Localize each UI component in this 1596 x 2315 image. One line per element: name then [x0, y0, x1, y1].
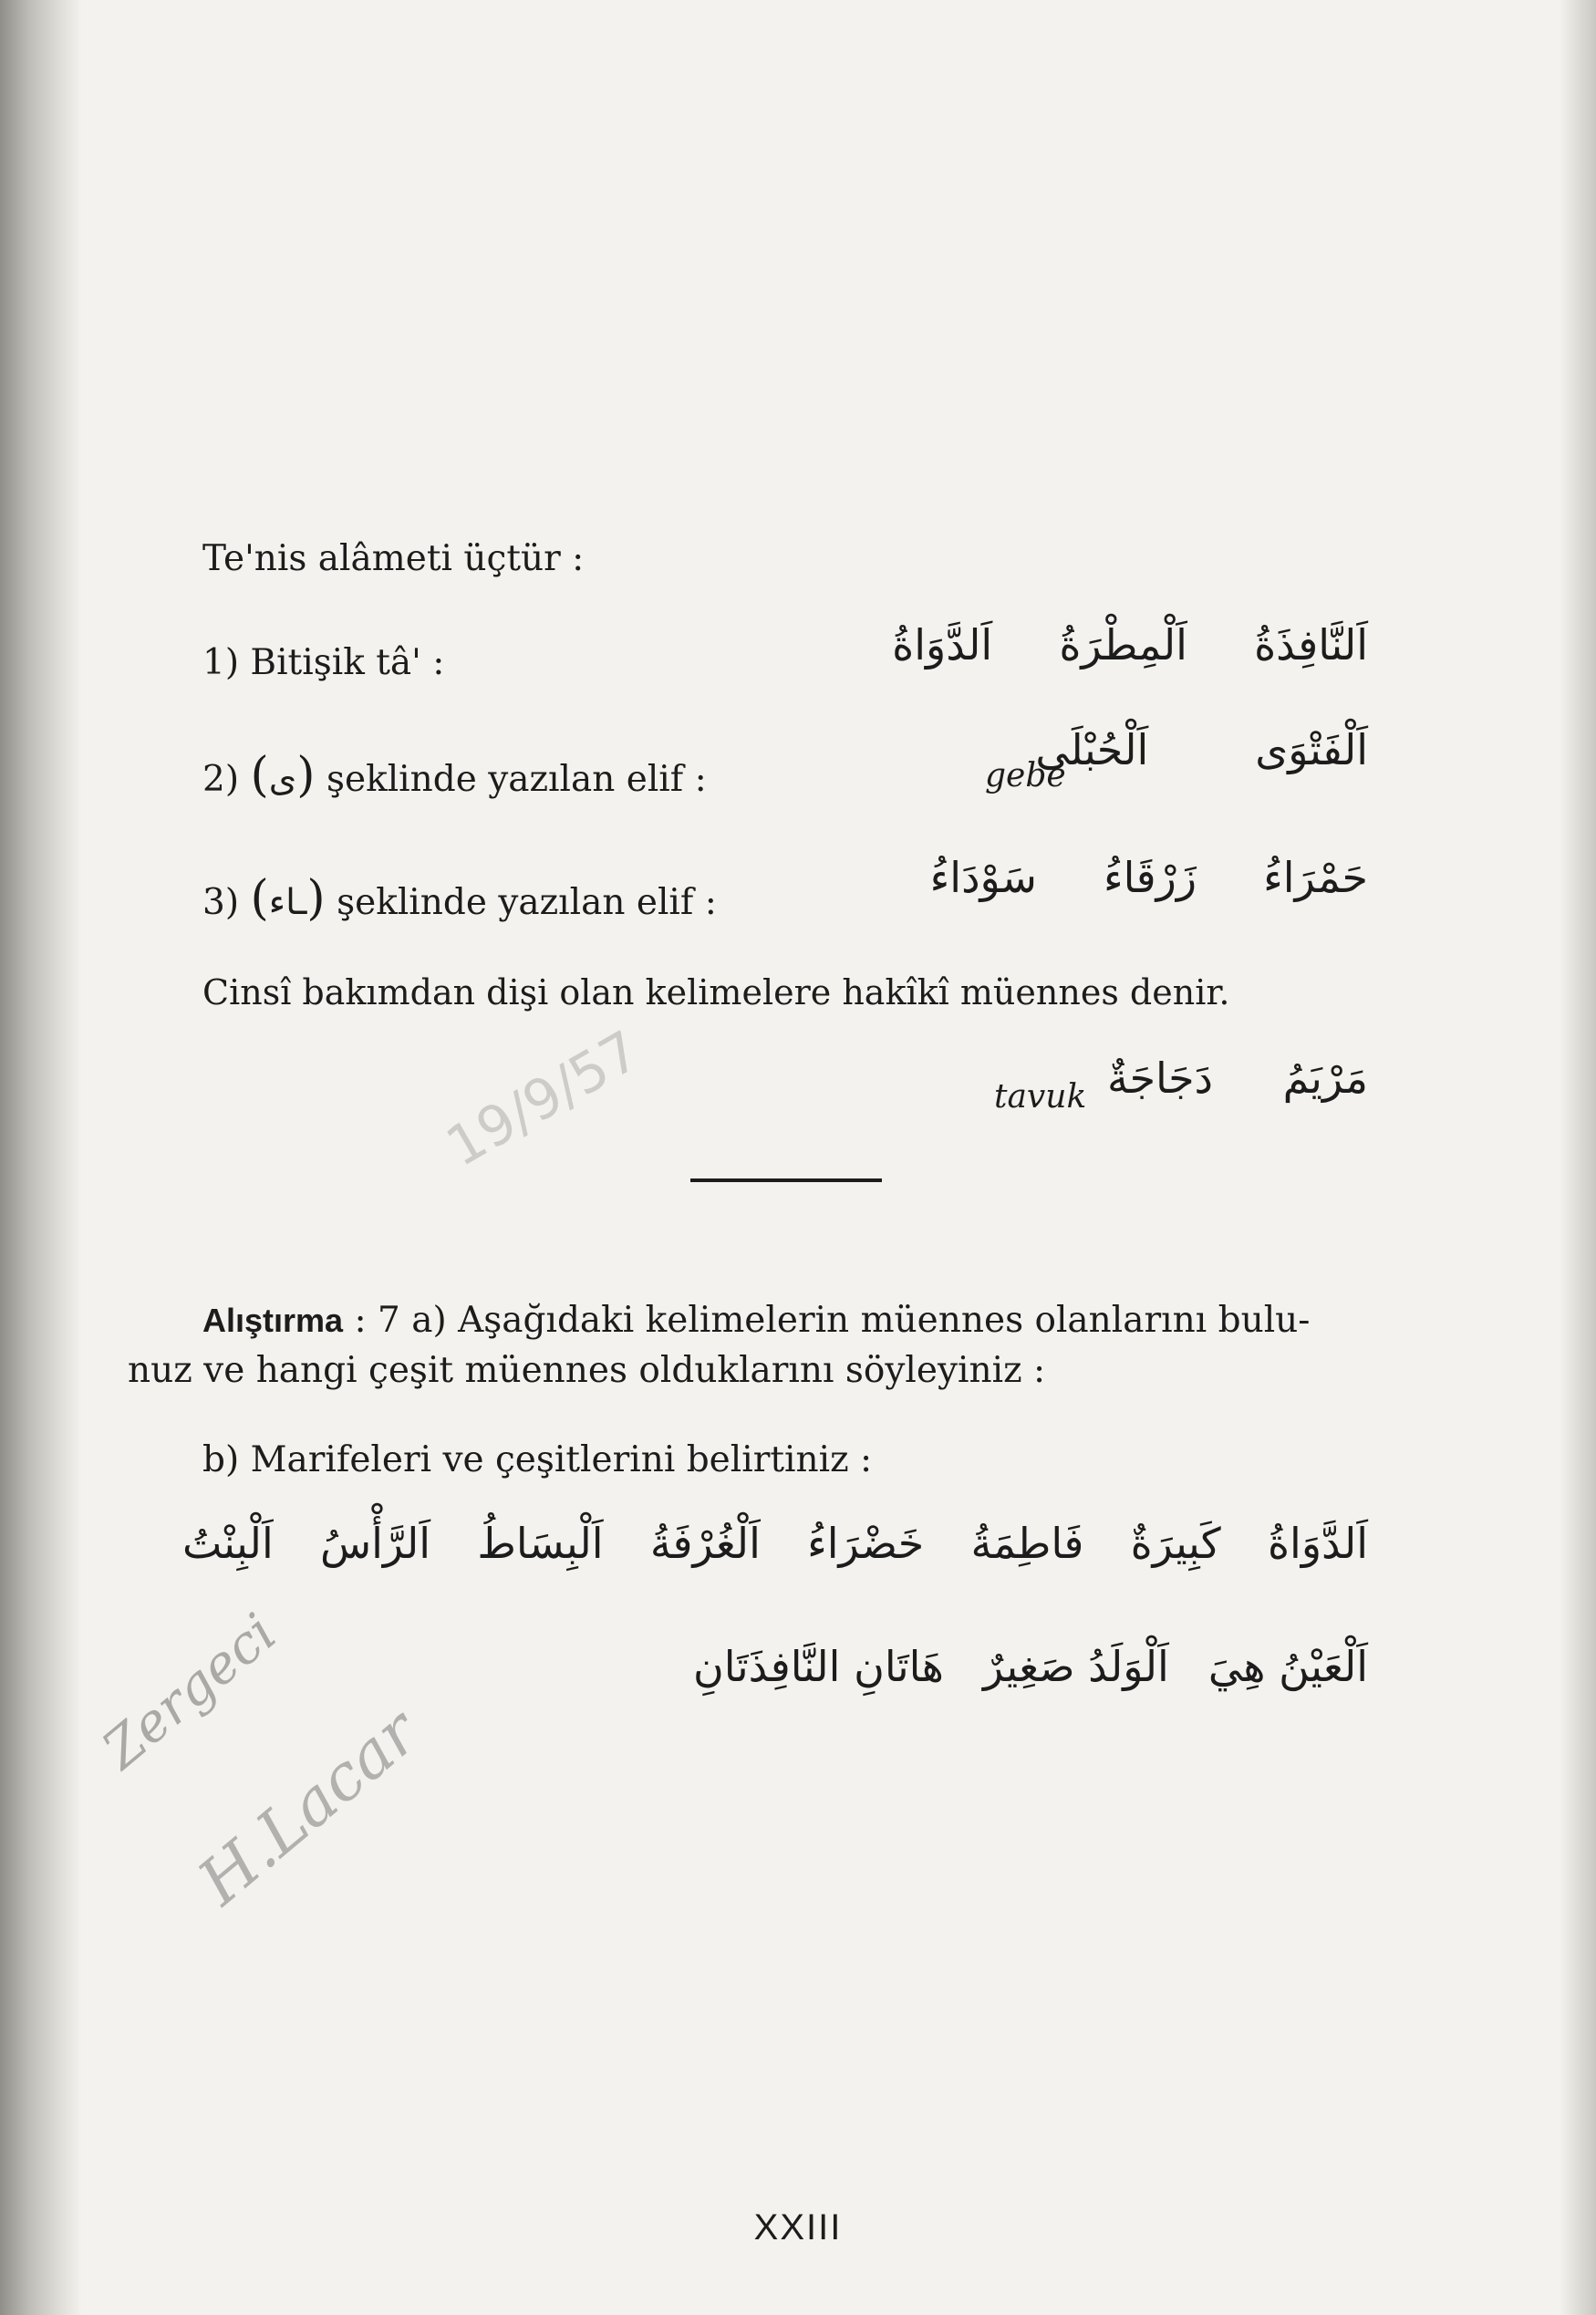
exercise-line-1 — [202, 1300, 1310, 1341]
page-edge-shadow — [1560, 0, 1596, 2315]
arabic-word: اَلْبِنْتُ — [182, 1519, 274, 1568]
exercise-words-row-2 — [693, 1642, 1368, 1691]
arabic-word: اَلْبِسَاطُ — [477, 1519, 604, 1568]
item-3-text: şeklinde yazılan elif : — [337, 882, 717, 923]
hakiki-arabic-2: دَجَاجَةٌ — [1106, 1054, 1213, 1103]
item-2-label: 2) (ى) şeklinde yazılan elif : — [202, 748, 707, 803]
item-2-arabic-row — [1035, 725, 1368, 774]
arabic-phrase: اَلْعَيْنُ هِيَ — [1207, 1642, 1368, 1691]
section-divider — [690, 1178, 882, 1182]
arabic-word: اَلْفَتْوَى — [1255, 725, 1368, 774]
item-3-label: 3) (ـاء) şeklinde yazılan elif : — [202, 871, 717, 926]
arabic-word: كَبِيرَةٌ — [1130, 1519, 1221, 1568]
item-2-letter: ى — [268, 759, 297, 800]
arabic-word: اَلْمِطْرَةُ — [1059, 620, 1187, 670]
hakiki-gloss: tavuk — [994, 1078, 1087, 1116]
hakiki-sentence: Cinsî bakımdan dişi olan kelimelere hakîkî müennes denir. — [202, 972, 1230, 1012]
handwritten-signature-line-1: Zergeci — [90, 1601, 288, 1781]
item-1-label: 1) Bitişik tâ' : — [202, 642, 445, 683]
arabic-word: اَلْحُبْلَى — [1035, 725, 1149, 774]
arabic-word: اَلنَّافِذَةُ — [1254, 620, 1368, 670]
exercise-label: Alıştırma — [202, 1302, 344, 1339]
heading: Te'nis alâmeti üçtür : — [202, 538, 585, 579]
arabic-word: اَلرَّأْسُ — [319, 1519, 431, 1568]
arabic-phrase: اَلْوَلَدُ صَغِيرٌ — [982, 1642, 1169, 1691]
item-1-arabic-row — [892, 620, 1368, 670]
page-number: XXIII — [753, 2207, 843, 2248]
arabic-word: اَلدَّوَاةُ — [892, 620, 993, 670]
item-2-number: 2) — [202, 759, 240, 800]
arabic-word: خَضْرَاءُ — [807, 1519, 925, 1568]
exercise-words-row-1 — [182, 1519, 1368, 1568]
handwritten-signature-line-2: H.Lacar — [184, 1694, 432, 1920]
arabic-word: سَوْدَاءُ — [929, 853, 1037, 902]
hakiki-arabic-1: مَرْيَمُ — [1282, 1054, 1368, 1103]
arabic-word: اَلْغُرْفَةُ — [649, 1519, 761, 1568]
book-binding-shadow — [0, 0, 82, 2315]
arabic-word: زَرْقَاءُ — [1103, 853, 1197, 902]
arabic-word: فَاطِمَةُ — [970, 1519, 1084, 1568]
exercise-line-1-text: : 7 a) Aşağıdaki kelimelerin müennes olanlarını bulu- — [354, 1300, 1311, 1341]
exercise-b: b) Marifeleri ve çeşitlerini belirtiniz : — [202, 1439, 873, 1480]
item-3-letter: ـاء — [268, 882, 307, 923]
arabic-word: حَمْرَاءُ — [1263, 853, 1368, 902]
exercise-line-2: nuz ve hangi çeşit müennes olduklarını söyleyiniz : — [128, 1350, 1046, 1391]
arabic-word: اَلدَّوَاةُ — [1267, 1519, 1368, 1568]
item-3-arabic-row — [929, 853, 1368, 902]
date-stamp: 19/9/57 — [435, 1018, 651, 1180]
item-3-number: 3) — [202, 882, 240, 923]
item-2-gloss: gebe — [985, 757, 1066, 794]
arabic-phrase: هَاتَانِ النَّافِذَتَانِ — [693, 1642, 944, 1691]
item-2-text: şeklinde yazılan elif : — [326, 759, 707, 800]
